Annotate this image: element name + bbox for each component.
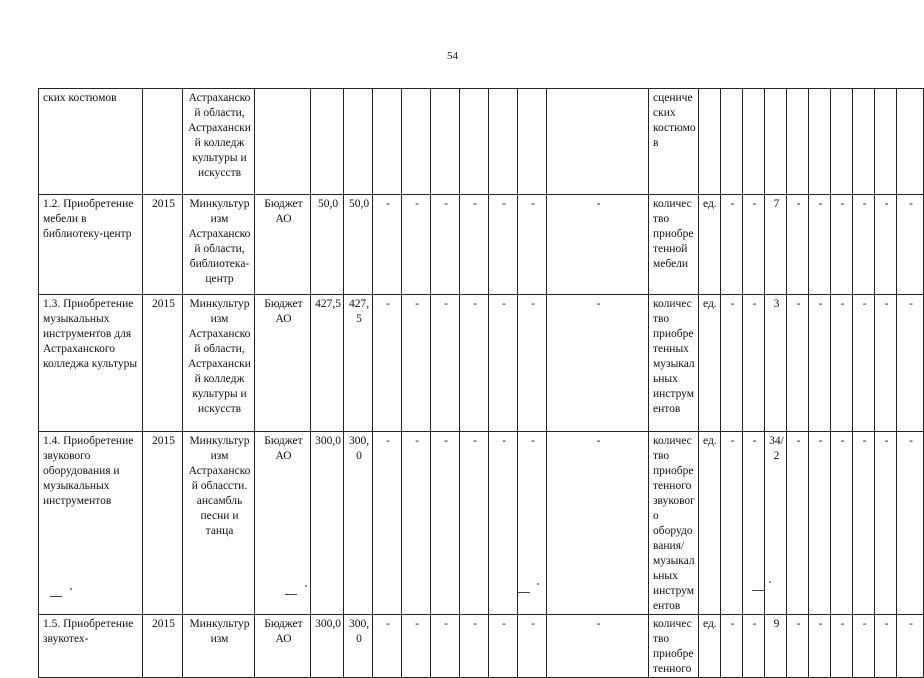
empty-value-cell: - bbox=[721, 615, 743, 678]
empty-year-cell: - bbox=[431, 615, 460, 678]
indicator-cell: количество приобретенных музыкальных инструментов bbox=[649, 295, 699, 432]
amount-2015-cell bbox=[344, 89, 373, 195]
empty-year-cell: - bbox=[460, 295, 489, 432]
scan-mark bbox=[518, 592, 530, 593]
empty-value-cell: - bbox=[897, 195, 924, 295]
empty-value-cell: - bbox=[831, 195, 853, 295]
empty-value-cell: - bbox=[787, 432, 809, 615]
year-cell bbox=[143, 89, 183, 195]
table-row bbox=[39, 195, 924, 295]
empty-year-cell: - bbox=[373, 295, 402, 432]
empty-value-cell: - bbox=[787, 195, 809, 295]
empty-value-cell: - bbox=[853, 195, 875, 295]
activity-name-cell: 1.4. Приобретение звукового оборудования и музыкальных инструментов bbox=[39, 432, 143, 615]
total-amount-cell: 427,5 bbox=[311, 295, 344, 432]
funding-source-cell: Бюджет АО bbox=[255, 195, 311, 295]
empty-year-cell bbox=[373, 89, 402, 195]
target-value-cell: 34/2 bbox=[765, 432, 787, 615]
empty-value-cell bbox=[809, 89, 831, 195]
empty-year-cell: - bbox=[373, 432, 402, 615]
empty-value-cell: - bbox=[809, 615, 831, 678]
empty-year-cell: - bbox=[518, 432, 547, 615]
empty-year-cell: - bbox=[518, 195, 547, 295]
empty-year-cell: - bbox=[460, 615, 489, 678]
funding-source-cell: Бюджет АО bbox=[255, 432, 311, 615]
target-value-cell: 3 bbox=[765, 295, 787, 432]
target-value-cell bbox=[765, 89, 787, 195]
unit-cell bbox=[699, 89, 721, 195]
empty-value-cell: - bbox=[875, 432, 897, 615]
year-cell: 2015 bbox=[143, 615, 183, 678]
empty-value-cell: - bbox=[853, 615, 875, 678]
empty-value-cell: - bbox=[875, 615, 897, 678]
empty-year-cell: - bbox=[402, 615, 431, 678]
empty-value-cell: - bbox=[831, 432, 853, 615]
empty-value-cell bbox=[743, 89, 765, 195]
empty-value-cell bbox=[787, 89, 809, 195]
activity-name-cell: 1.5. Приобретение звукотех- bbox=[39, 615, 143, 678]
total-amount-cell: 300,0 bbox=[311, 615, 344, 678]
year-cell: 2015 bbox=[143, 432, 183, 615]
empty-year-cell: - bbox=[547, 295, 649, 432]
table-row bbox=[39, 432, 924, 615]
empty-value-cell: - bbox=[831, 615, 853, 678]
empty-value-cell: - bbox=[743, 615, 765, 678]
target-value-cell: 9 bbox=[765, 615, 787, 678]
empty-year-cell: - bbox=[402, 432, 431, 615]
executor-cell: Минкультуризм bbox=[183, 615, 255, 678]
indicator-cell: количество приобретенного звукового оборудования/ музыкальных инструментов bbox=[649, 432, 699, 615]
table-row bbox=[39, 295, 924, 432]
funding-source-cell: Бюджет АО bbox=[255, 295, 311, 432]
executor-cell: Астраханской области, Астраханский колледж культуры и искусств bbox=[183, 89, 255, 195]
empty-year-cell: - bbox=[431, 432, 460, 615]
empty-year-cell bbox=[489, 89, 518, 195]
empty-value-cell: - bbox=[897, 615, 924, 678]
unit-cell: ед. bbox=[699, 295, 721, 432]
scan-speck bbox=[769, 581, 771, 583]
indicator-cell: количество приобретенной мебели bbox=[649, 195, 699, 295]
target-value-cell: 7 bbox=[765, 195, 787, 295]
empty-year-cell bbox=[431, 89, 460, 195]
empty-value-cell: - bbox=[721, 295, 743, 432]
amount-2015-cell: 50,0 bbox=[344, 195, 373, 295]
empty-value-cell: - bbox=[809, 432, 831, 615]
table-row bbox=[39, 89, 924, 195]
empty-year-cell: - bbox=[547, 615, 649, 678]
empty-year-cell: - bbox=[489, 295, 518, 432]
page-number: 54 bbox=[447, 50, 458, 62]
unit-cell: ед. bbox=[699, 432, 721, 615]
indicator-cell: сценических костюмов bbox=[649, 89, 699, 195]
empty-year-cell: - bbox=[547, 195, 649, 295]
empty-year-cell bbox=[518, 89, 547, 195]
empty-year-cell: - bbox=[518, 295, 547, 432]
empty-year-cell: - bbox=[373, 195, 402, 295]
amount-2015-cell: 427,5 bbox=[344, 295, 373, 432]
empty-year-cell: - bbox=[460, 432, 489, 615]
activity-name-cell: 1.3. Приобретение музыкальных инструментов для Астраханского колледжа культуры bbox=[39, 295, 143, 432]
scan-speck bbox=[70, 588, 72, 590]
executor-cell: Минкультуризм Астраханской обласcти. ансамбль песни и танца bbox=[183, 432, 255, 615]
empty-value-cell bbox=[853, 89, 875, 195]
empty-value-cell: - bbox=[743, 432, 765, 615]
empty-year-cell: - bbox=[402, 195, 431, 295]
empty-value-cell: - bbox=[897, 295, 924, 432]
empty-year-cell: - bbox=[402, 295, 431, 432]
empty-year-cell: - bbox=[431, 295, 460, 432]
empty-value-cell: - bbox=[721, 432, 743, 615]
activity-name-cell: 1.2. Приобретение мебели в библиотеку-центр bbox=[39, 195, 143, 295]
funding-source-cell: Бюджет АО bbox=[255, 615, 311, 678]
empty-value-cell: - bbox=[721, 195, 743, 295]
year-cell: 2015 bbox=[143, 195, 183, 295]
empty-year-cell: - bbox=[518, 615, 547, 678]
scan-mark bbox=[50, 596, 62, 597]
empty-year-cell bbox=[547, 89, 649, 195]
empty-value-cell: - bbox=[897, 432, 924, 615]
year-cell: 2015 bbox=[143, 295, 183, 432]
total-amount-cell: 300,0 bbox=[311, 432, 344, 615]
funding-source-cell bbox=[255, 89, 311, 195]
table-row bbox=[39, 615, 924, 678]
executor-cell: Минкультуризм Астраханской области, библиотека-центр bbox=[183, 195, 255, 295]
empty-year-cell: - bbox=[431, 195, 460, 295]
empty-year-cell: - bbox=[460, 195, 489, 295]
empty-value-cell bbox=[875, 89, 897, 195]
empty-value-cell: - bbox=[787, 295, 809, 432]
empty-value-cell: - bbox=[875, 195, 897, 295]
empty-value-cell: - bbox=[809, 295, 831, 432]
executor-cell: Минкультуризм Астраханской области, Астраханский колледж культуры и искусств bbox=[183, 295, 255, 432]
empty-year-cell: - bbox=[489, 432, 518, 615]
indicator-cell: количество приобретенного bbox=[649, 615, 699, 678]
empty-value-cell bbox=[897, 89, 924, 195]
empty-value-cell: - bbox=[831, 295, 853, 432]
empty-value-cell: - bbox=[853, 432, 875, 615]
empty-value-cell bbox=[721, 89, 743, 195]
unit-cell: ед. bbox=[699, 195, 721, 295]
amount-2015-cell: 300,0 bbox=[344, 432, 373, 615]
empty-value-cell bbox=[831, 89, 853, 195]
empty-year-cell: - bbox=[373, 615, 402, 678]
empty-year-cell: - bbox=[489, 195, 518, 295]
activity-name-cell: ских костюмов bbox=[39, 89, 143, 195]
amount-2015-cell: 300,0 bbox=[344, 615, 373, 678]
empty-value-cell: - bbox=[743, 295, 765, 432]
empty-year-cell bbox=[402, 89, 431, 195]
scan-mark bbox=[285, 594, 297, 595]
unit-cell: ед. bbox=[699, 615, 721, 678]
scan-speck bbox=[537, 583, 539, 585]
empty-value-cell: - bbox=[743, 195, 765, 295]
empty-value-cell: - bbox=[809, 195, 831, 295]
program-table bbox=[38, 88, 924, 678]
empty-year-cell: - bbox=[547, 432, 649, 615]
empty-year-cell bbox=[460, 89, 489, 195]
empty-year-cell: - bbox=[489, 615, 518, 678]
total-amount-cell bbox=[311, 89, 344, 195]
empty-value-cell: - bbox=[853, 295, 875, 432]
empty-value-cell: - bbox=[787, 615, 809, 678]
scan-mark bbox=[752, 590, 764, 591]
empty-value-cell: - bbox=[875, 295, 897, 432]
scan-speck bbox=[305, 585, 307, 587]
total-amount-cell: 50,0 bbox=[311, 195, 344, 295]
